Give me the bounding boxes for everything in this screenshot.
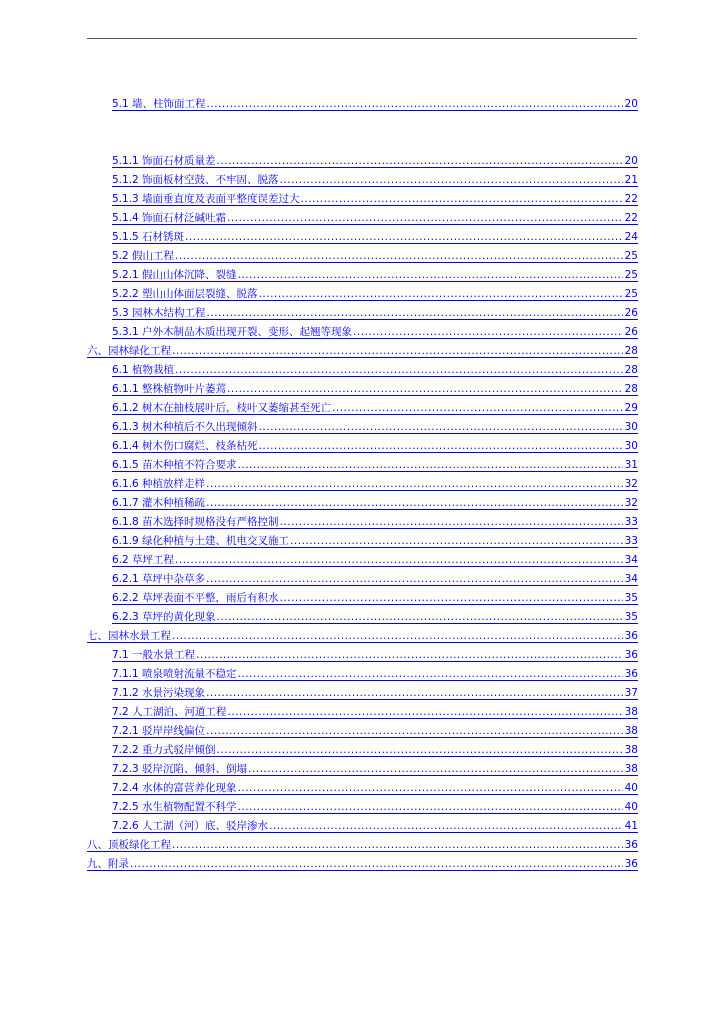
toc-entry[interactable]	[112, 571, 638, 586]
toc-leader	[259, 440, 623, 452]
toc-entry-page: 37	[624, 687, 638, 699]
toc-entry[interactable]	[87, 856, 638, 871]
toc-entry-label: 6.2.2 草坪表面不平整，雨后有积水	[112, 592, 279, 604]
toc-leader	[280, 174, 623, 186]
toc-entry-page: 38	[624, 763, 638, 775]
toc-leader	[217, 611, 623, 623]
toc-entry-page: 21	[624, 174, 638, 186]
toc-leader	[217, 744, 623, 756]
toc-entry-label: 5.1 墙、柱饰面工程	[112, 98, 206, 110]
toc-leader	[227, 212, 623, 224]
toc-entry-label: 6.2.1 草坪中杂草多	[112, 573, 206, 585]
toc-leader	[206, 687, 623, 699]
toc-entry-page: 36	[624, 668, 638, 680]
toc-entry[interactable]	[112, 324, 638, 339]
toc-entry[interactable]	[112, 267, 638, 282]
toc-entry-page: 40	[624, 801, 638, 813]
toc-entry[interactable]	[112, 666, 638, 681]
toc-leader	[238, 668, 623, 680]
toc-entry-label: 7.2.1 驳岸岸线偏位	[112, 725, 206, 737]
toc-entry[interactable]	[112, 153, 638, 168]
toc-entry-page: 36	[624, 630, 638, 642]
toc-leader	[206, 497, 623, 509]
toc-entry[interactable]	[112, 590, 638, 605]
toc-leader	[280, 592, 623, 604]
toc-leader	[172, 839, 623, 851]
toc-entry-page: 36	[624, 858, 638, 870]
toc-entry-label: 6.1.7 灌木种植稀疏	[112, 497, 206, 509]
toc-entry-page: 25	[624, 288, 638, 300]
toc-entry-page: 35	[624, 611, 638, 623]
toc-entry[interactable]	[112, 419, 638, 434]
toc-entry[interactable]	[112, 172, 638, 187]
toc-leader	[206, 725, 623, 737]
toc-entry-page: 20	[624, 155, 638, 167]
toc-entry-label: 7.1.2 水景污染现象	[112, 687, 206, 699]
toc-entry-label: 八、顶板绿化工程	[87, 839, 171, 851]
toc-leader	[227, 383, 623, 395]
toc-entry[interactable]	[112, 685, 638, 700]
toc-entry[interactable]	[87, 343, 638, 358]
toc-leader	[196, 649, 623, 661]
toc-leader	[301, 193, 623, 205]
toc-entry-page: 32	[624, 497, 638, 509]
toc-entry-page: 38	[624, 744, 638, 756]
toc-leader	[217, 155, 623, 167]
toc-leader	[185, 231, 623, 243]
toc-entry-label: 5.1.1 饰面石材质量差	[112, 155, 216, 167]
toc-entry[interactable]	[112, 476, 638, 491]
toc-leader	[228, 706, 623, 718]
toc-entry-page: 41	[624, 820, 638, 832]
toc-leader	[238, 459, 623, 471]
toc-leader	[238, 801, 623, 813]
toc-entry[interactable]	[112, 96, 638, 111]
toc-entry[interactable]	[112, 609, 638, 624]
toc-entry-page: 30	[624, 421, 638, 433]
toc-entry-label: 5.1.4 饰面石材泛碱吐霜	[112, 212, 227, 224]
toc-entry-label: 6.1 植物栽植	[112, 364, 175, 376]
toc-leader	[172, 345, 623, 357]
toc-leader	[280, 516, 623, 528]
toc-entry-page: 35	[624, 592, 638, 604]
toc-entry-label: 6.1.8 苗木选择时规格没有严格控制	[112, 516, 279, 528]
toc-entry-page: 33	[624, 516, 638, 528]
toc-entry-label: 5.2.1 假山山体沉降、裂缝	[112, 269, 237, 281]
toc-entry-page: 38	[624, 706, 638, 718]
toc-entry-page: 40	[624, 782, 638, 794]
toc-leader	[207, 307, 623, 319]
toc-leader	[269, 820, 623, 832]
toc-entry-label: 5.2 假山工程	[112, 250, 175, 262]
toc-entry[interactable]	[112, 495, 638, 510]
toc-leader	[130, 858, 623, 870]
toc-entry-page: 26	[624, 307, 638, 319]
toc-entry-page: 33	[624, 535, 638, 547]
toc-entry[interactable]	[112, 438, 638, 453]
toc-entry-label: 6.2.3 草坪的黄化现象	[112, 611, 216, 623]
toc-entry[interactable]	[112, 780, 638, 795]
toc-entry[interactable]	[112, 761, 638, 776]
toc-entry-label: 7.2.6 人工湖（河）底、驳岸渗水	[112, 820, 269, 832]
toc-entry-page: 25	[624, 269, 638, 281]
toc-entry[interactable]	[112, 381, 638, 396]
toc-entry[interactable]	[112, 229, 638, 244]
toc-entry-page: 25	[624, 250, 638, 262]
toc-entry[interactable]	[112, 400, 638, 415]
toc-entry-page: 31	[624, 459, 638, 471]
toc-entry-label: 九、附录	[87, 858, 129, 870]
toc-leader	[290, 535, 623, 547]
toc-leader	[238, 269, 623, 281]
toc-entry-label: 7.2.3 驳岸沉陷、倾斜、倒塌	[112, 763, 248, 775]
toc-entry-page: 32	[624, 478, 638, 490]
toc-entry-label: 7.2.2 重力式驳岸倾倒	[112, 744, 216, 756]
toc-entry-page: 20	[624, 98, 638, 110]
toc-entry-label: 6.1.5 苗木种植不符合要求	[112, 459, 237, 471]
toc-entry[interactable]	[112, 818, 638, 833]
toc-entry-page: 36	[624, 839, 638, 851]
toc-entry-page: 34	[624, 554, 638, 566]
toc-leader	[175, 364, 623, 376]
toc-entry[interactable]	[112, 533, 638, 548]
toc-leader	[175, 250, 623, 262]
toc-entry[interactable]	[112, 286, 638, 301]
toc-entry-label: 5.3 园林木结构工程	[112, 307, 206, 319]
toc-entry[interactable]	[112, 210, 638, 225]
toc-entry-label: 7.2.5 水生植物配置不科学	[112, 801, 237, 813]
toc-entry[interactable]	[112, 552, 638, 567]
toc-entry[interactable]	[112, 362, 638, 377]
toc-entry-page: 29	[624, 402, 638, 414]
toc-entry-page: 28	[624, 345, 638, 357]
toc-entry-page: 26	[624, 326, 638, 338]
toc-leader	[248, 763, 623, 775]
toc-leader	[259, 421, 623, 433]
toc-leader	[175, 554, 623, 566]
toc-entry-page: 24	[624, 231, 638, 243]
toc-leader	[259, 288, 623, 300]
toc-entry[interactable]	[112, 191, 638, 206]
toc-entry-page: 28	[624, 383, 638, 395]
toc-leader	[238, 782, 623, 794]
toc-entry-page: 22	[624, 193, 638, 205]
toc-entry[interactable]	[112, 704, 638, 719]
toc-leader	[206, 478, 623, 490]
header-rule	[87, 38, 637, 39]
toc-entry-page: 28	[624, 364, 638, 376]
toc-entry-label: 5.1.3 墙面垂直度及表面平整度误差过大	[112, 193, 300, 205]
toc-entry-label: 七、园林水景工程	[87, 630, 171, 642]
toc-entry-label: 6.1.4 树木伤口腐烂、枝条枯死	[112, 440, 258, 452]
toc-leader	[172, 630, 623, 642]
toc-entry[interactable]	[112, 723, 638, 738]
toc-entry[interactable]	[112, 514, 638, 529]
toc-entry-label: 7.2 人工湖泊、河道工程	[112, 706, 227, 718]
toc-entry[interactable]	[112, 647, 638, 662]
toc-entry[interactable]	[112, 248, 638, 263]
toc-entry-page: 22	[624, 212, 638, 224]
toc-leader	[332, 402, 623, 414]
toc-entry[interactable]	[112, 305, 638, 320]
toc-entry-label: 6.1.1 整株植物叶片萎蔫	[112, 383, 227, 395]
toc-entry-label: 7.2.4 水体的富营养化现象	[112, 782, 237, 794]
toc-entry-label: 5.2.2 塑山山体面层裂缝、脱落	[112, 288, 258, 300]
toc-entry-page: 34	[624, 573, 638, 585]
toc-entry-page: 38	[624, 725, 638, 737]
toc-entry-label: 5.1.2 饰面板材空鼓、不牢固、脱落	[112, 174, 279, 186]
toc-entry-label: 5.3.1 户外木制品木质出现开裂、变形、起翘等现象	[112, 326, 353, 338]
toc-entry[interactable]	[112, 742, 638, 757]
toc-entry-label: 7.1.1 喷泉喷射流量不稳定	[112, 668, 237, 680]
toc-entry[interactable]	[112, 457, 638, 472]
toc-entry-label: 六、园林绿化工程	[87, 345, 171, 357]
toc-entry-label: 7.1 一般水景工程	[112, 649, 196, 661]
toc-entry[interactable]	[112, 799, 638, 814]
toc-entry-page: 30	[624, 440, 638, 452]
toc-entry-label: 6.1.2 树木在抽枝展叶后，枝叶又萎缩甚至死亡	[112, 402, 332, 414]
toc-leader	[207, 98, 623, 110]
toc-entry[interactable]	[87, 628, 638, 643]
toc-entry-label: 6.2 草坪工程	[112, 554, 175, 566]
toc-entry[interactable]	[87, 837, 638, 852]
toc-leader	[353, 326, 623, 338]
toc-entry-label: 5.1.5 石材锈斑	[112, 231, 185, 243]
toc-leader	[206, 573, 623, 585]
toc-entry-page: 36	[624, 649, 638, 661]
toc-entry-label: 6.1.6 种植放样走样	[112, 478, 206, 490]
toc-entry-label: 6.1.3 树木种植后不久出现倾斜	[112, 421, 258, 433]
toc-entry-label: 6.1.9 绿化种植与土建、机电交叉施工	[112, 535, 290, 547]
